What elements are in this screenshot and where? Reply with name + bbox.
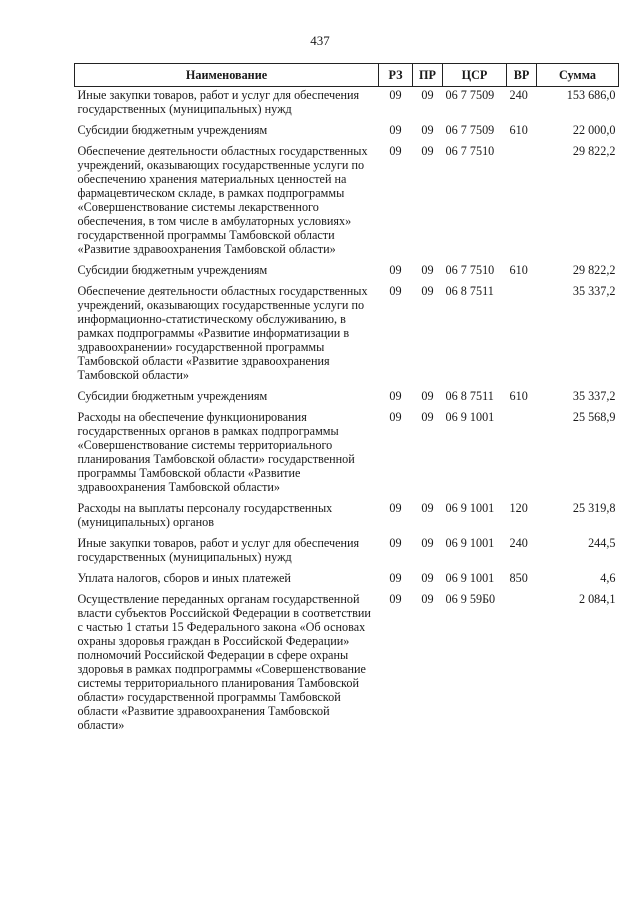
cell-amount: 35 337,2 xyxy=(572,389,616,403)
cell-rz: 09 xyxy=(389,571,402,585)
cell-vr: 240 xyxy=(509,536,528,550)
cell-csr: 06 9 1001 xyxy=(445,410,495,424)
cell-name: Расходы на обеспечение функционирования государственных органов в рамках подпрограммы «Совершенствование системы территориального планирования Тамбовской области» государственной программы Тамбовской области «Развитие здравоохранения Тамбовской области» xyxy=(77,410,355,494)
cell-vr: 610 xyxy=(509,123,528,137)
header-pr: ПР xyxy=(413,64,443,87)
cell-csr: 06 9 1001 xyxy=(445,571,495,585)
cell-amount: 25 319,8 xyxy=(572,501,616,515)
cell-vr: 120 xyxy=(509,501,528,515)
table-row xyxy=(75,388,619,409)
table-row xyxy=(75,535,619,570)
cell-pr: 09 xyxy=(421,410,434,424)
cell-pr: 09 xyxy=(421,88,434,102)
cell-vr xyxy=(507,283,537,388)
cell-amount: 22 000,0 xyxy=(572,123,616,137)
cell-csr: 06 7 7510 xyxy=(445,144,495,158)
table-header xyxy=(75,64,619,87)
cell-csr: 06 7 7509 xyxy=(445,88,495,102)
cell-pr: 09 xyxy=(421,571,434,585)
cell-csr: 06 8 7511 xyxy=(445,284,494,298)
cell-name: Иные закупки товаров, работ и услуг для обеспечения государственных (муниципальных) нужд xyxy=(77,88,360,116)
cell-rz: 09 xyxy=(389,88,402,102)
cell-pr: 09 xyxy=(421,284,434,298)
cell-rz: 09 xyxy=(389,501,402,515)
cell-vr: 850 xyxy=(509,571,528,585)
cell-amount: 244,5 xyxy=(588,536,616,550)
cell-rz: 09 xyxy=(389,144,402,158)
cell-csr: 06 9 1001 xyxy=(445,501,495,515)
table-row xyxy=(75,262,619,283)
cell-rz: 09 xyxy=(389,284,402,298)
cell-rz: 09 xyxy=(389,123,402,137)
cell-vr: 240 xyxy=(509,88,528,102)
cell-pr: 09 xyxy=(421,536,434,550)
cell-vr xyxy=(507,409,537,500)
cell-name: Уплата налогов, сборов и иных платежей xyxy=(77,571,291,585)
table-row xyxy=(75,87,619,123)
cell-pr: 09 xyxy=(421,263,434,277)
table-row xyxy=(75,122,619,143)
budget-table xyxy=(74,63,619,738)
cell-vr: 610 xyxy=(509,263,528,277)
cell-rz: 09 xyxy=(389,536,402,550)
cell-amount: 2 084,1 xyxy=(578,592,616,606)
table-row xyxy=(75,591,619,738)
cell-rz: 09 xyxy=(389,389,402,403)
cell-name: Обеспечение деятельности областных государственных учреждений, оказывающих государственные услуги по обеспечению хранения материальных ценностей на фармацевтическом складе, в рамках подпрограммы «Совершенствование системы лекарственного обеспечения, в том числе в амбулаторных условиях» государственной программы Тамбовской области «Развитие здравоохранения Тамбовской области» xyxy=(77,144,368,256)
cell-name: Субсидии бюджетным учреждениям xyxy=(77,263,268,277)
cell-vr xyxy=(507,591,537,738)
cell-vr xyxy=(507,143,537,262)
cell-rz: 09 xyxy=(389,592,402,606)
cell-name: Расходы на выплаты персоналу государственных (муниципальных) органов xyxy=(77,501,333,529)
cell-name: Осуществление переданных органам государственной власти субъектов Российской Федерации в соответствии с частью 1 статьи 15 Федерального закона «Об основах охраны здоровья граждан в Российской Федерации» полномочий Российской Федерации в сфере охраны здоровья в рамках подпрограммы «Совершенствование системы территориального планирования Тамбовской области» государственной программы Тамбовской области «Развитие здравоохранения Тамбовской области» xyxy=(77,592,371,732)
cell-vr: 610 xyxy=(509,389,528,403)
cell-amount: 29 822,2 xyxy=(572,263,616,277)
header-name: Наименование xyxy=(75,64,379,87)
cell-amount: 29 822,2 xyxy=(572,144,616,158)
header-row xyxy=(75,64,619,87)
cell-pr: 09 xyxy=(421,123,434,137)
cell-amount: 35 337,2 xyxy=(572,284,616,298)
cell-amount: 4,6 xyxy=(600,571,616,585)
cell-pr: 09 xyxy=(421,592,434,606)
cell-pr: 09 xyxy=(421,389,434,403)
cell-name: Субсидии бюджетным учреждениям xyxy=(77,389,268,403)
cell-name: Иные закупки товаров, работ и услуг для обеспечения государственных (муниципальных) нужд xyxy=(77,536,360,564)
header-amount: Сумма xyxy=(537,64,619,87)
cell-name: Обеспечение деятельности областных государственных учреждений, оказывающих государственные услуги по информационно-статистическому обслуживанию, в рамках подпрограммы «Развитие информатизации в здравоохранении» государственной программы Тамбовской области «Развитие здравоохранения Тамбовской области» xyxy=(77,284,368,382)
cell-name: Субсидии бюджетным учреждениям xyxy=(77,123,268,137)
table-body xyxy=(75,87,619,739)
cell-csr: 06 9 1001 xyxy=(445,536,495,550)
cell-csr: 06 7 7510 xyxy=(445,263,495,277)
cell-amount: 153 686,0 xyxy=(566,88,616,102)
cell-rz: 09 xyxy=(389,410,402,424)
cell-pr: 09 xyxy=(421,144,434,158)
cell-csr: 06 9 59Б0 xyxy=(445,592,496,606)
cell-rz: 09 xyxy=(389,263,402,277)
cell-csr: 06 7 7509 xyxy=(445,123,495,137)
header-vr: ВР xyxy=(507,64,537,87)
table-row xyxy=(75,283,619,388)
table-row xyxy=(75,143,619,262)
table-row xyxy=(75,570,619,591)
header-rz: РЗ xyxy=(379,64,413,87)
cell-csr: 06 8 7511 xyxy=(445,389,494,403)
page-number: 437 xyxy=(310,33,330,48)
table-row xyxy=(75,409,619,500)
cell-pr: 09 xyxy=(421,501,434,515)
table-row xyxy=(75,500,619,535)
cell-amount: 25 568,9 xyxy=(572,410,616,424)
header-csr: ЦСР xyxy=(443,64,507,87)
